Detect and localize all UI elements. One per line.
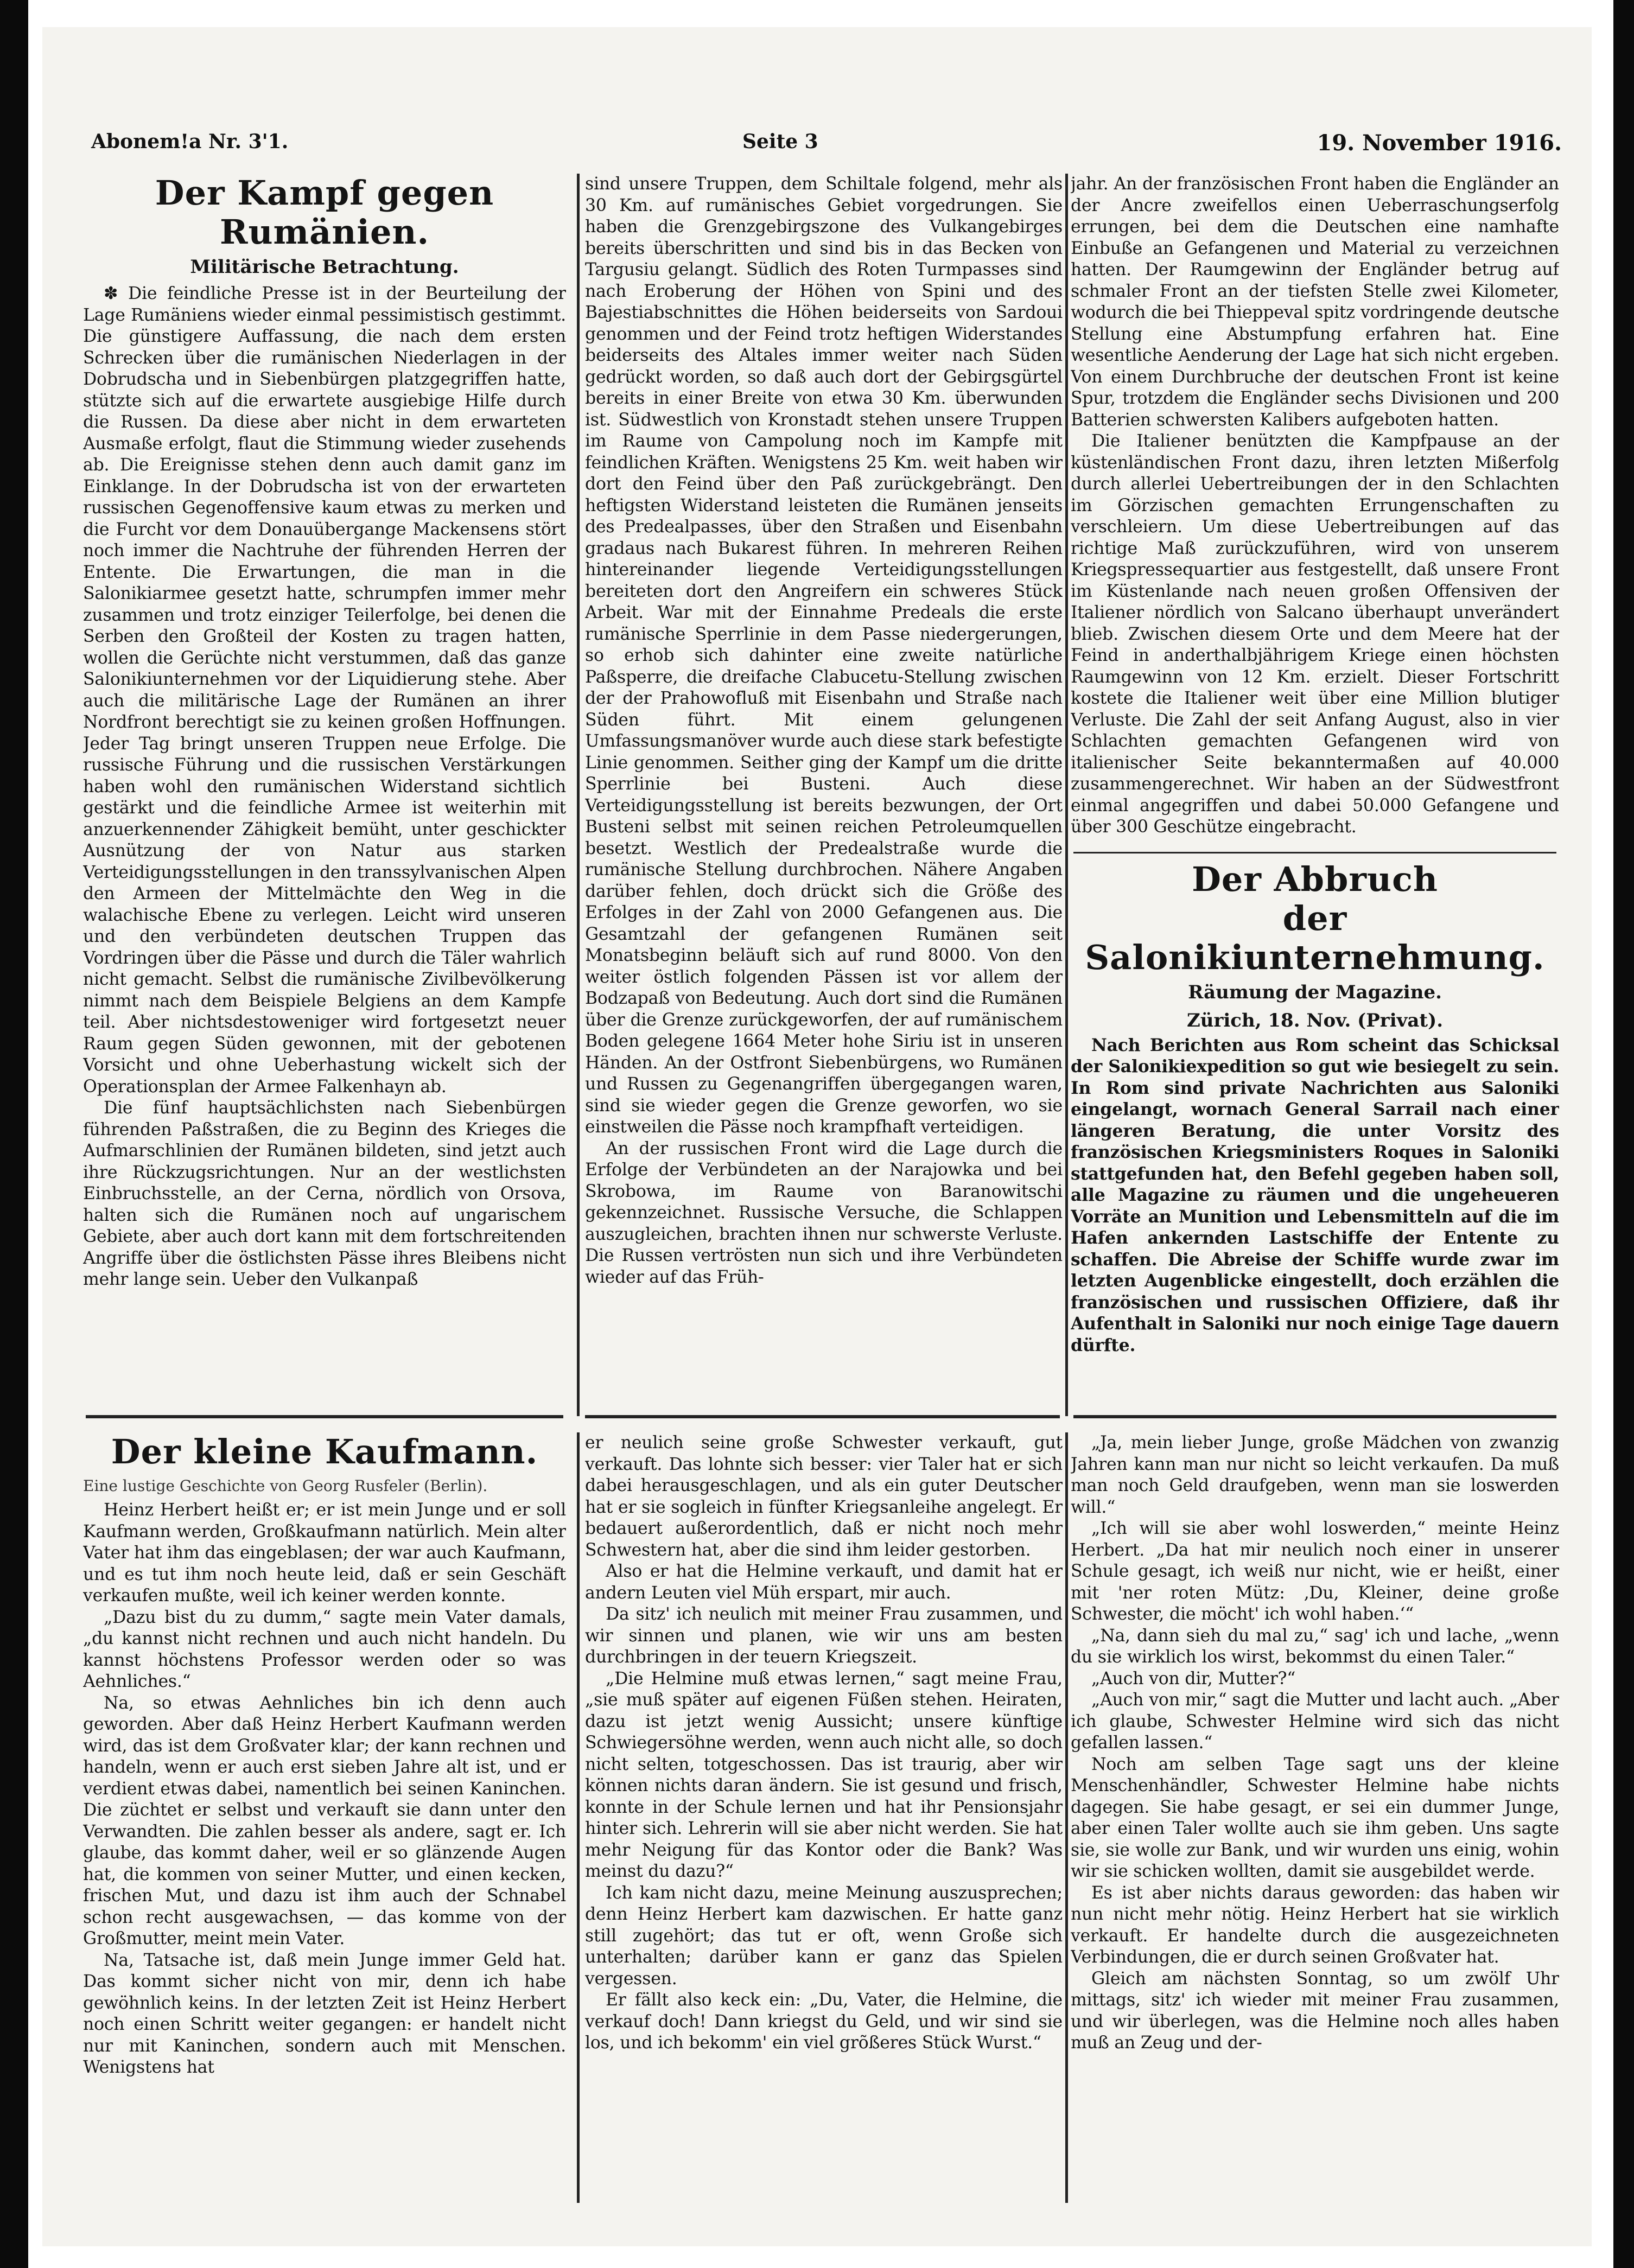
- article-kaufmann-col2: [585, 1432, 1063, 2203]
- paragraph: Na, Tatsache ist, daß mein Junge immer Geld hat. Das kommt sicher nicht von mir, denn ich habe gewöhnlich keins. In der letzten Zeit ist Heinz Herbert noch einen Schritt weiter gegangen: er handelt nicht nur mit Kaninchen, sondern auch mit Menschen. Wenigstens hat: [83, 1950, 566, 2077]
- paragraph: „Na, dann sieh du mal zu,“ sag' ich und lache, „wenn du sie wirklich los wirst, bekommst du einen Taler.“: [1071, 1626, 1559, 1667]
- column-rule: [577, 1432, 580, 2203]
- article-rumaenien-col1: [83, 174, 566, 1411]
- article-title: Der Kampf gegen Rumänien.: [155, 174, 494, 252]
- paragraph: Heinz Herbert heißt er; er ist mein Junge und er soll Kaufmann werden, Großkaufmann natürlich. Mein alter Vater hat ihm das eingeblasen; der war auch Kaufmann, und es tut ihm noch heute leid, daß er sein Geschäft verkaufen mußte, weil ich keiner werden konnte.: [83, 1500, 566, 1606]
- paragraph: „Auch von mir,“ sagt die Mutter und lacht auch. „Aber ich glaube, Schwester Helmine wird sich das nicht gefallen lassen.“: [1071, 1690, 1559, 1753]
- paragraph: Da sitz' ich neulich mit meiner Frau zusammen, und wir sinnen und planen, wie wir uns am besten durchbringen in der teuern Kriegszeit.: [585, 1604, 1063, 1667]
- paragraph: Ich kam nicht dazu, meine Meinung auszusprechen; denn Heinz Herbert kam dazwischen. Er hatte ganz still zugehört; das tut er oft, wenn Große sich unterhalten; darüber kann er ganz das Spielen vergessen.: [585, 1883, 1063, 1989]
- paragraph: An der russischen Front wird die Lage durch die Erfolge der Verbündeten an der Narajowka und bei Skrobowa, im Raume von Baranowitschi gekennzeichnet. Russische Versuche, die Schlappen auszugleichen, brachten ihnen nur schwerste Verluste. Die Russen vertrösten nun sich und ihre Verbündeten wieder auf das Früh-: [585, 1138, 1063, 1287]
- paragraph: „Auch von dir, Mutter?“: [1091, 1668, 1296, 1689]
- article-title-line2: der Salonikiunternehmung.: [1085, 898, 1545, 977]
- article-saloniki: [1071, 860, 1559, 1356]
- page-number: Seite 3: [742, 130, 818, 153]
- paragraph: Nach Berichten aus Rom scheint das Schicksal der Salonikiexpedition so gut wie besiegelt zu sein. In Rom sind private Nachrichten aus Saloniki eingelangt, wornach General Sarrail nach einer längeren Beratung, die unter Vorsitz des französischen Kriegsministers Roques in Saloniki stattgefunden hat, den Befehl gegeben haben soll, alle Magazine zu räumen und die ungeheueren Vorräte an Munition und Lebensmitteln auf die im Hafen ankernden Lastschiffe der Entente zu schaffen. Die Abreise der Schiffe wurde zwar im letzten Augenblicke eingestellt, doch erzählen die französischen und russischen Offiziere, daß ihr Aufenthalt in Saloniki nur noch einige Tage dauern dürfte.: [1071, 1035, 1559, 1355]
- paragraph: „Ich will sie aber wohl loswerden,“ meinte Heinz Herbert. „Da hat mir neulich noch einer in unserer Schule gesagt, ich weiß nur nicht, wie er heißt, einer mit 'ner roten Mütz: ‚Du, Kleiner, deine große Schwester, die möcht' ich wohl haben.‘“: [1071, 1519, 1559, 1624]
- paragraph: Noch am selben Tage sagt uns der kleine Menschenhändler, Schwester Helmine habe nichts dagegen. Sie habe gesagt, er sei ein dummer Junge, aber einen Taler wollte auch sie ihm geben. Uns sagte sie, sie wolle zur Bank, und wir wurden uns einig, wohin wir sie schicken wollten, damit sie ausgebildet werde.: [1071, 1754, 1559, 1881]
- column-rule: [577, 174, 580, 1416]
- article-rumaenien-col2: [585, 174, 1063, 1422]
- paragraph: Er fällt also keck ein: „Du, Vater, die Helmine, die verkauf doch! Dann kriegst du Geld, und wir sind sie los, und ich bekomm' ein viel grõßeres Stück Wurst.“: [585, 1990, 1063, 2053]
- paragraph: Na, so etwas Aehnliches bin ich denn auch geworden. Aber daß Heinz Herbert Kaufmann werden wird, das ist dem Großvater klar; der kann rechnen und handeln, wenn er auch erst sieben Jahre alt ist, und er verdient etwas dabei, namentlich bei seinen Kaninchen. Die züchtet er selbst und verkauft sie dann unter den Verwandten. Die zahlen besser als andere, sagt er. Ich glaube, das kommt daher, weil er so glänzende Augen hat, die kommen von seiner Mutter, und einen kecken, frischen Mut, und dazu ist ihm auch der Schnabel schon recht ausgewachsen, — das komme von der Großmutter, meint mein Vater.: [83, 1693, 566, 1948]
- article-title: Der kleine Kaufmann.: [111, 1432, 538, 1471]
- paragraph: Es ist aber nichts daraus geworden: das haben wir nun nicht mehr nötig. Heinz Herbert hat sie wirklich verkauft. Er handelte durch die ausgezeichneten Verbindungen, die er durch seinen Großvater hat.: [1071, 1883, 1559, 1967]
- paragraph: Also er hat die Helmine verkauft, und damit hat er andern Leuten viel Müh erspart, mir auch.: [585, 1562, 1063, 1603]
- article-kaufmann-col3: [1071, 1432, 1559, 2203]
- column-rule: [1065, 174, 1068, 1416]
- paragraph: „Dazu bist du zu dumm,“ sagte mein Vater damals, „du kannst nicht rechnen und auch nicht handeln. Du kannst höchstens Professor werden oder so was Aehnliches.“: [83, 1607, 566, 1691]
- article-rumaenien-col3: [1071, 174, 1559, 1422]
- paragraph: Die fünf hauptsächlichsten nach Siebenbürgen führenden Paßstraßen, die zu Beginn des Krieges die Aufmarschlinien der Rumänen bildeten, sind jetzt auch ihre Rückzugsrichtungen. Nur an der westlichsten Einbruchsstelle, an der Cerna, nördlich von Orsova, halten sich die Rumänen noch auf ungarischem Gebiete, aber auch dort kann mit dem fortschreitenden Angriffe über die östlichsten Pässe ihres Bleibens nicht mehr lange sein. Ueber den Vulkanpaß: [83, 1098, 566, 1289]
- paragraph: jahr. An der französischen Front haben die Engländer an der Ancre zweifellos einen Ueberraschungserfolg errungen, bei dem die Deutschen eine namhafte Einbuße an Gefangenen und Material zu verzeichnen hatten. Der Raumgewinn der Engländer betrug auf schmaler Front an der tiefsten Stelle zwei Kilometer, wodurch die bei Thieppeval spitz vordringende deutsche Stellung eine Abstumpfung erfahren hat. Eine wesentliche Aenderung der Lage hat sich nicht ergeben. Von einem Durchbruche der deutschen Front ist keine Spur, trotzdem die Engländer sechs Divisionen und 200 Batterien schwersten Kalibers aufgeboten hatten.: [1071, 174, 1559, 430]
- paragraph: Die Italiener benützten die Kampfpause an der küstenländischen Front dazu, ihren letzten Mißerfolg durch allerlei Uebertreibungen der in den Schlachten im Görzischen gemachten Errungenschaften zu verschleiern. Um diese Uebertreibungen auf das richtige Maß zurückzuführen, wird von unserem Kriegspressequartier aus festgestellt, daß unsere Front im Küstenlande nach neuen großen Offensiven der Italiener nördlich von Salcano überhaupt unverändert blieb. Zwischen diesem Orte und dem Meere hat der Feind in anderthalbjährigem Kriege einen höchsten Raumgewinn von 12 Km. erzielt. Dieser Fortschritt kostete die Italiener weit über eine Million blutiger Verluste. Die Zahl der seit Anfang August, also in vier Schlachten gemachten Gefangenen wird von italienischer Seite bekanntermaßen auf 40.000 zusammengerechnet. Wir haben an der Südwestfront einmal angegriffen und dabei 50.000 Gefangene und über 300 Geschütze eingebracht.: [1071, 431, 1559, 837]
- dateline: Zürich, 18. Nov. (Privat).: [1186, 1009, 1444, 1031]
- paragraph: ✽ Die feindliche Presse ist in der Beurteilung der Lage Rumäniens wieder einmal pessimistisch gestimmt. Die günstigere Auffassung, die nach dem ersten Schrecken über die rumänischen Niederlagen in der Dobrudscha und in Siebenbürgen platzgegriffen hatte, stützte sich auf die erwartete ausgiebige Hilfe durch die Russen. Da diese aber nicht in dem erwarteten Ausmaße erfolgt, flaut die Stimmung wieder zusehends ab. Die Ereignisse stehen denn auch damit ganz im Einklange. In der Dobrudscha ist von der erwarteten russischen Gegenoffensive kaum etwas zu merken und die Furcht vor dem Donauübergange Mackensens stört noch immer die Nachtruhe der führenden Herren der Entente. Die Erwartungen, die man in die Salonikiarmee gesetzt hatte, schrumpfen immer mehr zusammen und trotz einziger Teilerfolge, bei denen die Serben den Großteil der Kosten zu tragen hatten, wollen die Gerüchte nicht verstummen, daß das ganze Salonikiunternehmen vor der Liquidierung stehe. Aber auch die militärische Lage der Rumänen an ihrer Nordfront berechtigt sie zu keinen großen Hoffnungen. Jeder Tag bringt unseren Truppen neue Erfolge. Die russische Führung und die russischen Verstärkungen haben wohl den rumänischen Widerstand sichtlich gestärkt und die feindliche Armee ist weiterhin mit anzuerkennender Zähigkeit bemüht, unter geschickter Ausnützung der von Natur aus starken Verteidigungsstellungen in den transsylvanischen Alpen den Armeen der Mittelmächte den Weg in die walachische Ebene zu verlegen. Leicht wird unseren und den verbündeten deutschen Truppen das Vordringen über die Pässe und durch die Täler wahrlich nicht gemacht. Selbst die rumänische Zivilbevölkerung nimmt nach dem Beispiele Belgiens an dem Kampfe teil. Aber nichtsdestoweniger wird fortgesetzt neuer Raum gegen Süden gewonnen, mit der gebotenen Vorsicht und ohne Ueberhastung wickelt sich der Operationsplan der Armee Falkenhayn ab.: [83, 284, 566, 1097]
- issue-number: Abonem!a Nr. 3'1.: [91, 130, 289, 153]
- paragraph: sind unsere Truppen, dem Schiltale folgend, mehr als 30 Km. auf rumänisches Gebiet vorgedrungen. Sie haben die Grenzgebirgszone des Vulkangebirges bereits überschritten und sind bis in das Becken von Targusiu gelangt. Südlich des Roten Turmpasses sind nach Eroberung der Höhen von Spini und des Bajestiabschnittes die Höhen beiderseits von Sardoui genommen und der Feind trotz heftigen Widerstandes beiderseits des Altales immer weiter nach Süden gedrückt worden, so daß auch dort der Gebirgsgürtel bereits in einer Breite von etwa 30 Km. überwunden ist. Südwestlich von Kronstadt stehen unsere Truppen im Raume von Campolung noch im Kampfe mit feindlichen Kräften. Wenigstens 25 Km. weit haben wir dort den Feind über den Paß zurückgebrängt. Den heftigsten Widerstand leisteten die Rumänen jenseits des Predealpasses, über den Straßen und Eisenbahn gradaus nach Bukarest führen. In mehreren Reihen hintereinander liegende Verteidigungsstellungen bereiteten dort den Angreifern ein schweres Stück Arbeit. War mit der Einnahme Predeals die erste rumänische Sperrlinie in dem Passe niedergerungen, so erhob sich dahinter eine zweite natürliche Paßsperre, die dreifache Clabucetu-Stellung zwischen der der Prahowofluß mit Eisenbahn und Straße nach Süden führt. Mit einem gelungenen Umfassungsmanöver wurde auch diese stark befestigte Linie genommen. Seither ging der Kampf um die dritte Sperrlinie bei Busteni. Auch diese Verteidigungsstellung ist bereits bezwungen, der Ort Busteni selbst mit seinen reichen Petroleumquellen besetzt. Westlich der Predealstraße wurde die rumänische Stellung durchbrochen. Nähere Angaben darüber fehlen, doch drückt sich die Größe des Erfolges in der Zahl von 2000 Gefangenen aus. Die Gesamtzahl der gefangenen Rumänen seit Monatsbeginn beläuft sich auf rund 8000. Von den weiter östlich folgenden Pässen ist vor allem der Bodzapaß von Bedeutung. Auch dort sind die Rumänen über die Grenze zurückgeworfen, der auf rumänischem Boden gelegene 1664 Meter hohe Siriu ist in unseren Händen. An der Ostfront Siebenbürgens, wo Rumänen und Russen zu Gegenangriffen übergegangen waren, sind sie wieder gegen die Grenze geworfen, wo sie einstweilen die Pässe noch krampfhaft verteidigen.: [585, 174, 1063, 1137]
- scan-border-right: [1613, 0, 1634, 2268]
- article-kaufmann-col1: [83, 1432, 566, 2246]
- column-rule: [1065, 1432, 1068, 2203]
- scan-border-left: [0, 0, 28, 2268]
- paragraph: er neulich seine große Schwester verkauft, gut verkauft. Das lohnte sich besser: vier Taler hat er sich dabei herausgeschlagen, und als ein guter Deutscher hat er sie sogleich in fünfter Kriegsanleihe angelegt. Er bedauert außerordentlich, daß er nicht noch mehr Schwestern hat, aber die sind ihm leider gestorben.: [585, 1433, 1063, 1560]
- paragraph: „Die Helmine muß etwas lernen,“ sagt meine Frau, „sie muß später auf eigenen Füßen stehen. Heiraten, dazu ist jetzt wenig Aussicht; unsere künftige Schwiegersöhne werden, wenn auch nicht alle, so doch nicht selten, totgeschossen. Das ist traurig, aber wir können nichts daran ändern. Sie ist gesund und frisch, konnte in der Schule lernen und hat ihr Pensionsjahr hinter sich. Lehrerin will sie aber nicht werden. Sie hat mehr Neigung für das Kontor oder die Bank? Was meinst du dazu?“: [585, 1668, 1063, 1881]
- paragraph: „Ja, mein lieber Junge, große Mädchen von zwanzig Jahren kann man nur nicht so leicht verkaufen. Da muß man noch Geld draufgeben, wenn man sie loswerden will.“: [1071, 1433, 1559, 1517]
- section-divider: [86, 1415, 563, 1418]
- paragraph: Gleich am nächsten Sonntag, so um zwölf Uhr mittags, sitz' ich wieder mit meiner Frau zusammen, und wir überlegen, was die Helmine noch alles haben muß an Zeug und der-: [1071, 1968, 1559, 2053]
- newspaper-page: [42, 27, 1592, 2246]
- article-subtitle: Räumung der Magazine.: [1188, 981, 1442, 1003]
- page-header: [91, 130, 1562, 163]
- article-subtitle: Militärische Betrachtung.: [190, 256, 459, 278]
- article-byline: Eine lustige Geschichte von Georg Rusfeler (Berlin).: [83, 1477, 488, 1495]
- article-title-line1: Der Abbruch: [1192, 859, 1438, 899]
- issue-date: 19. November 1916.: [1317, 130, 1562, 156]
